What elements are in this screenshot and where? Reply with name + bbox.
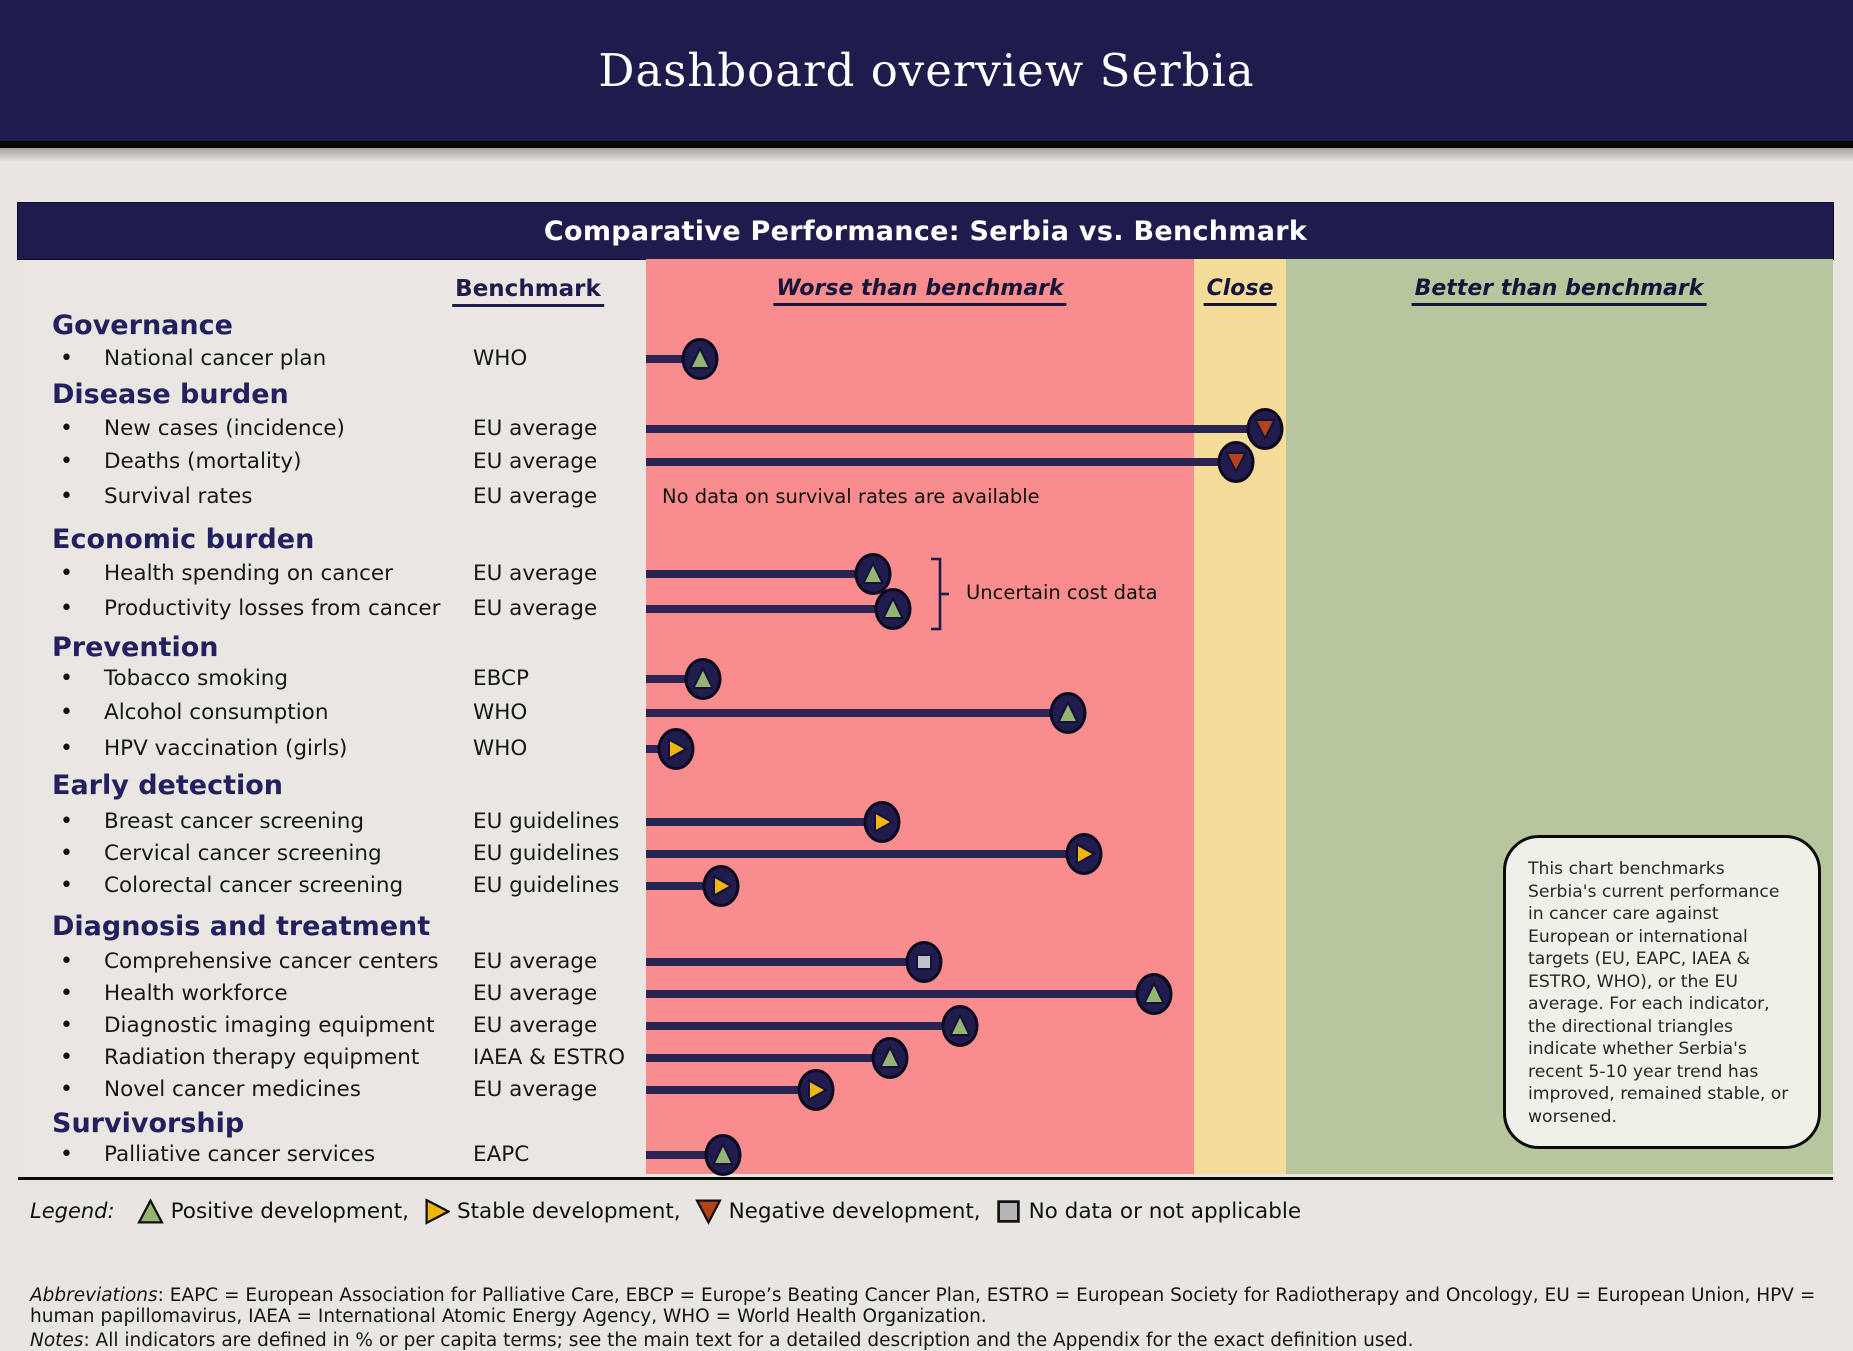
marker-no-data: [905, 941, 943, 983]
lollipop-line: [646, 458, 1236, 466]
zone-close: [1194, 259, 1286, 1174]
indicator-label: Survival rates: [104, 481, 252, 513]
notes-label: Notes: [30, 1330, 83, 1351]
indicator-bullet: •: [60, 697, 80, 729]
indicator-bullet: •: [60, 481, 80, 513]
benchmark-value: EU average: [473, 593, 597, 625]
marker-positive: [874, 588, 912, 630]
uncertain-cost-label: Uncertain cost data: [966, 577, 1158, 609]
section-heading: Diagnosis and treatment: [52, 907, 430, 947]
indicator-label: Health workforce: [104, 978, 288, 1010]
lollipop-line: [646, 850, 1084, 858]
abbreviations-note: [30, 1285, 1830, 1328]
benchmark-value: EU guidelines: [473, 806, 619, 838]
section-heading: Prevention: [52, 628, 218, 668]
section-heading: Disease burden: [52, 375, 289, 415]
indicator-label: Health spending on cancer: [104, 558, 393, 590]
triangle-down-icon: [695, 1198, 722, 1225]
lollipop-line: [646, 425, 1265, 433]
marker-positive: [681, 338, 719, 380]
chart-title: Comparative Performance: Serbia vs. Benchmark: [544, 216, 1307, 247]
legend-label: No data or not applicable: [1029, 1199, 1301, 1224]
indicator-bullet: •: [60, 1042, 80, 1074]
indicator-bullet: •: [60, 946, 80, 978]
section-heading: Governance: [52, 306, 233, 346]
legend-item-no-data: [995, 1198, 1301, 1225]
indicator-bullet: •: [60, 593, 80, 625]
marker-positive: [684, 658, 722, 700]
no-data-note: No data on survival rates are available: [662, 482, 1040, 512]
indicator-bullet: •: [60, 343, 80, 375]
indicator-bullet: •: [60, 870, 80, 902]
indicator-bullet: •: [60, 1074, 80, 1106]
legend-label: Negative development,: [729, 1199, 981, 1224]
marker-positive: [941, 1005, 979, 1047]
section-heading: Survivorship: [52, 1104, 244, 1144]
marker-stable: [1065, 833, 1103, 875]
legend: [30, 1192, 1315, 1230]
notes-text: : All indicators are defined in % or per capita terms; see the main text for a detailed description and the Appendix for the exact definition used.: [83, 1330, 1413, 1351]
square-icon: [995, 1198, 1022, 1225]
indicator-label: Novel cancer medicines: [104, 1074, 361, 1106]
column-header-benchmark: Benchmark: [452, 276, 604, 307]
indicator-bullet: •: [60, 1010, 80, 1042]
indicator-label: National cancer plan: [104, 343, 326, 375]
page-header: [0, 0, 1853, 141]
lollipop-line: [646, 1022, 960, 1030]
indicator-label: Radiation therapy equipment: [104, 1042, 419, 1074]
indicator-label: Productivity losses from cancer: [104, 593, 440, 625]
benchmark-value: EU average: [473, 946, 597, 978]
lollipop-line: [646, 1054, 890, 1062]
marker-stable: [702, 865, 740, 907]
indicator-bullet: •: [60, 413, 80, 445]
lollipop-line: [646, 1086, 816, 1094]
page-title: Dashboard overview Serbia: [598, 44, 1254, 97]
marker-stable: [797, 1069, 835, 1111]
benchmark-value: WHO: [473, 733, 527, 765]
indicator-label: Palliative cancer services: [104, 1139, 375, 1171]
column-header-better: Better than benchmark: [1412, 276, 1707, 306]
indicator-bullet: •: [60, 1139, 80, 1171]
marker-positive: [704, 1134, 742, 1176]
triangle-up-icon: [137, 1198, 164, 1225]
chart-explanation-box: This chart benchmarks Serbia's current performance in cancer care against European or international targets (EU, EAPC, IAEA & ESTRO, WHO), or the EU average. For each indicator, the directional triangles indicate whether Serbia's recent 5-10 year trend has improved, remained stable, or worsened.: [1503, 835, 1821, 1149]
legend-item-stable: [423, 1198, 681, 1225]
indicator-label: HPV vaccination (girls): [104, 733, 347, 765]
benchmark-value: EBCP: [473, 663, 529, 695]
lollipop-line: [646, 818, 882, 826]
header-shadow: [0, 148, 1853, 162]
section-heading: Economic burden: [52, 520, 314, 560]
marker-positive: [1135, 973, 1173, 1015]
abbreviations-text: : EAPC = European Association for Palliative Care, EBCP = Europe’s Beating Cancer Plan, ESTRO = European Society for Radiotherapy and Oncology, EU = European Union, HPV = human papillomavirus, IAEA = International Atomic Energy Agency, WHO = World Health Organization.: [30, 1285, 1815, 1328]
benchmark-value: EU average: [473, 1074, 597, 1106]
indicator-bullet: •: [60, 446, 80, 478]
indicator-bullet: •: [60, 978, 80, 1010]
marker-positive: [1049, 692, 1087, 734]
benchmark-value: EU average: [473, 1010, 597, 1042]
column-header-close: Close: [1204, 276, 1277, 306]
lollipop-line: [646, 570, 873, 578]
indicator-bullet: •: [60, 733, 80, 765]
indicator-label: New cases (incidence): [104, 413, 345, 445]
section-heading: Early detection: [52, 766, 283, 806]
abbreviations-label: Abbreviations: [30, 1285, 158, 1306]
legend-title: Legend:: [30, 1199, 115, 1223]
notes-note: [30, 1330, 1830, 1351]
indicator-label: Tobacco smoking: [104, 663, 288, 695]
indicator-label: Deaths (mortality): [104, 446, 301, 478]
legend-item-positive: [137, 1198, 409, 1225]
benchmark-value: EAPC: [473, 1139, 529, 1171]
benchmark-value: WHO: [473, 697, 527, 729]
marker-positive: [871, 1037, 909, 1079]
benchmark-value: EU average: [473, 446, 597, 478]
benchmark-value: EU average: [473, 978, 597, 1010]
benchmark-chart: [18, 203, 1833, 1177]
indicator-label: Diagnostic imaging equipment: [104, 1010, 435, 1042]
lollipop-line: [646, 709, 1068, 717]
indicator-bullet: •: [60, 663, 80, 695]
indicator-label: Colorectal cancer screening: [104, 870, 403, 902]
benchmark-value: WHO: [473, 343, 527, 375]
benchmark-value: EU average: [473, 413, 597, 445]
marker-stable: [657, 728, 695, 770]
indicator-label: Alcohol consumption: [104, 697, 328, 729]
benchmark-value: IAEA & ESTRO: [473, 1042, 625, 1074]
legend-label: Stable development,: [457, 1199, 681, 1224]
uncertain-cost-bracket: [928, 556, 952, 632]
column-header-worse: Worse than benchmark: [773, 276, 1066, 306]
indicator-bullet: •: [60, 838, 80, 870]
indicator-bullet: •: [60, 558, 80, 590]
marker-negative: [1217, 441, 1255, 483]
indicator-label: Comprehensive cancer centers: [104, 946, 439, 978]
lollipop-line: [646, 990, 1154, 998]
chart-bottom-border: [18, 1177, 1833, 1180]
legend-item-negative: [695, 1198, 981, 1225]
chart-title-bar: [18, 203, 1833, 259]
lollipop-line: [646, 958, 924, 966]
legend-label: Positive development,: [171, 1199, 409, 1224]
benchmark-value: EU average: [473, 558, 597, 590]
marker-stable: [863, 801, 901, 843]
indicator-label: Cervical cancer screening: [104, 838, 382, 870]
triangle-right-icon: [423, 1198, 450, 1225]
benchmark-value: EU average: [473, 481, 597, 513]
indicator-bullet: •: [60, 806, 80, 838]
indicator-label: Breast cancer screening: [104, 806, 364, 838]
benchmark-value: EU guidelines: [473, 838, 619, 870]
benchmark-value: EU guidelines: [473, 870, 619, 902]
chart-plot-area: [18, 259, 1833, 1174]
lollipop-line: [646, 605, 893, 613]
header-divider: [0, 141, 1853, 148]
